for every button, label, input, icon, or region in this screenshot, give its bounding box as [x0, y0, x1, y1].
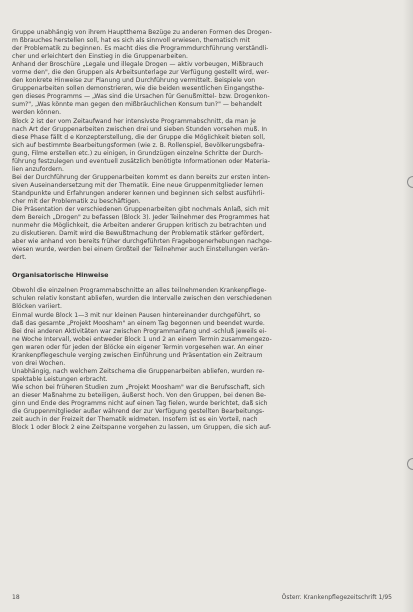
text-line: cher und erleichtert den Einstieg in die Gruppenarbeiten. — [12, 53, 188, 61]
text-line: lien anzufordern. — [12, 165, 65, 173]
paragraph — [12, 384, 392, 432]
paragraph — [12, 368, 392, 384]
binder-hole-mark — [407, 176, 413, 188]
text-line: von drei Wochen. — [12, 359, 66, 367]
text-line: spektable Leistungen erbracht. — [12, 375, 108, 383]
text-line: Gruppe unabhängig von ihrem Hauptthema Bezüge zu anderen Formen des Drogen- — [12, 29, 272, 36]
text-line: diese Phase fällt d e Konzepterstellung, die der Gruppe die Möglichkeit bieten soll, — [12, 133, 266, 141]
text-line: Krankenpflegeschule verging zwischen Einführung und Präsentation ein Zeitraum — [12, 351, 263, 359]
text-line: aber wie anhand von bereits früher durchgeführten Fragebogenerhebungen nachge- — [12, 238, 272, 246]
text-line: Block 1 oder Block 2 eine Zeitspanne vorgehen zu lassen, um Gruppen, die sich auf- — [12, 424, 272, 432]
text-line: Die Präsentation der verschiedenen Gruppenarbeiten gibt nochmals Anlaß, sich mit — [12, 206, 269, 214]
text-line: Bei der Durchführung der Gruppenarbeiten kommt es dann bereits zur ersten inten- — [12, 173, 271, 181]
text-line: nach Art der Gruppenarbeiten zwischen drei und sieben Stunden vorsehen muß. In — [12, 125, 268, 133]
text-line: daß das gesamte „Projekt Moosham" an einem Tag begonnen und beendet wurde. — [12, 319, 265, 327]
text-line: Anhand der Broschüre „Legale und illegale Drogen — aktiv vorbeugen, Mißbrauch — [12, 61, 264, 69]
text-line: Wie schon bei früheren Studien zum „Projekt Moosham" war die Berufsschaft, sich — [12, 383, 265, 391]
text-line: vorme den", die den Gruppen als Arbeitsunterlage zur Verfügung gestellt wird, wer- — [12, 69, 269, 77]
text-line: Einmal wurde Block 1—3 mit nur kleinen Pausen hintereinander durchgeführt, so — [12, 311, 261, 319]
binder-hole-mark — [407, 458, 413, 470]
text-line: nunmehr die Möglichkeit, die Arbeiten anderer Gruppen kritisch zu betrachten und — [12, 222, 267, 230]
paragraph — [12, 29, 392, 61]
paragraph — [12, 61, 392, 117]
body-text-top — [12, 29, 392, 262]
text-line: sum?", „Was könnte man gegen den mißbräuchlichen Konsum tun?" — behandelt — [12, 101, 262, 109]
text-line: Gruppenarbeiten sollen demonstrieren, wie die beiden wesentlichen Eingangsthe- — [12, 85, 265, 93]
body-text-bottom — [12, 287, 392, 432]
text-line: sich auf bestimmte Bearbeitungsformen (wie z. B. Rollenspiel, Bevölkerungsbefra- — [12, 141, 265, 149]
text-line: siven Auseinandersetzung mit der Thematik. Eine neue Gruppenmitglieder lernen — [12, 181, 264, 189]
text-line: Bei drei anderen Aktivitäten war zwischen Programmanfang und -schluß jeweils ei- — [12, 327, 267, 335]
text-line: der Problematik zu beginnen. Es macht dies die Programmdurchführung verständli- — [12, 45, 269, 53]
text-line: die Gruppenmitglieder außer während der zur Verfügung gestellten Bearbeitungs- — [12, 408, 265, 416]
text-line: cher mit der Problematik zu beschäftigen. — [12, 197, 141, 205]
text-line: wiesen wurde, werden bei einem Großteil der Teilnehmer auch Einstellungen verän- — [12, 246, 270, 254]
section-heading: Organisatorische Hinweise — [12, 271, 109, 280]
paragraph — [12, 206, 392, 262]
text-line: gung, Filme erstellen etc.) zu einigen, in Grundzügen einzelne Schritte der Durch- — [12, 149, 264, 157]
text-line: den konkrete Hinweise zur Planung und Durchführung vermittelt. Beispiele von — [12, 77, 256, 85]
text-line: ginn und Ende des Programms nicht auf einen Tag fielen, wurde berichtet, daß sich — [12, 400, 268, 408]
text-line: m ßbrauches herstellen soll, hat es sich als sinnvoll erwiesen, thematisch mit — [12, 37, 250, 45]
paragraph — [12, 174, 392, 206]
paragraph — [12, 312, 392, 368]
text-line: schulen relativ konstant abliefen, wurden die Intervalle zwischen den verschiedenen — [12, 295, 272, 303]
text-line: dert. — [12, 254, 27, 262]
footer-source: Österr. Krankenpflegezeitschrift 1/95 — [281, 594, 392, 601]
paragraph — [12, 287, 392, 311]
text-line: Standpunkte und Erfahrungen anderer kennen und beginnen sich selbst ausführli- — [12, 189, 265, 197]
text-line: dem Bereich „Drogen" zu befassen (Block 3). Jeder Teilnehmer des Programmes hat — [12, 214, 270, 222]
paragraph — [12, 118, 392, 174]
text-line: werden können. — [12, 109, 62, 117]
text-line: ne Woche Intervall, wobei entweder Block 1 und 2 an einem Termin zusammengezo- — [12, 335, 272, 343]
text-line: Blöcken variiert. — [12, 303, 62, 311]
page-number: 18 — [12, 594, 20, 601]
text-line: Obwohl die einzelnen Programmabschnitte an alles teilnehmenden Krankenpflege- — [12, 287, 267, 295]
text-line: zu diskutieren. Damit wird die Bewußtmachung der Problematik stärker gefördert, — [12, 230, 265, 238]
text-line: gen dieses Programms — „Was sind die Ursachen für Genußmittel- bzw. Drogenkon- — [12, 93, 270, 101]
text-line: zeit auch in der Freizeit der Thematik widmeten. Insofern ist es ein Vorteil, nach — [12, 416, 258, 424]
text-line: führung festzulegen und eventuell zusätzlich benötigte Informationen oder Materia- — [12, 157, 270, 165]
text-line: Unabhängig, nach welchem Zeitschema die Gruppenarbeiten abliefen, wurden re- — [12, 367, 265, 375]
text-line: an dieser Maßnahme zu beteiligen, äußerst hoch. Von den Gruppen, bei denen Be- — [12, 391, 267, 399]
page-edge-shadow — [403, 0, 413, 612]
text-line: gen waren oder für jeden der Blöcke ein eigener Termin vorgesehen war. An einer — [12, 343, 264, 351]
text-line: Block 2 ist der vom Zeitaufwand her intensivste Programmabschnitt, da man je — [12, 117, 256, 125]
